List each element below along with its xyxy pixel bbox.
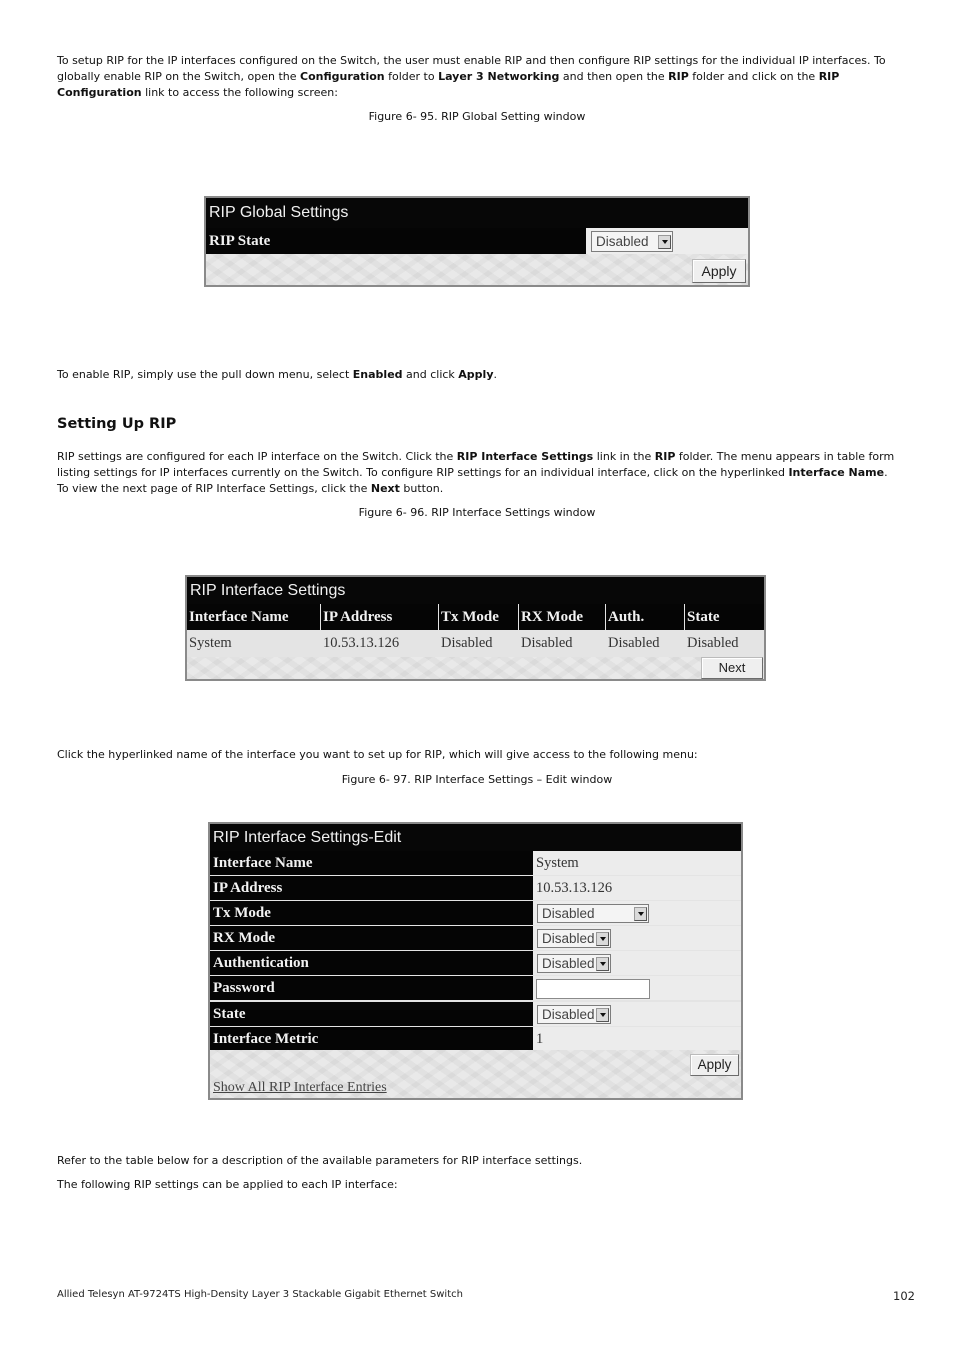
rip-state-select[interactable] <box>591 231 673 252</box>
footer-product-name: Allied Telesyn AT-9724TS High-Density Layer 3 Stackable Gigabit Ethernet Switch <box>57 1289 463 1300</box>
interface-name-value: System <box>533 851 741 875</box>
panel-footer <box>206 254 748 285</box>
state-select[interactable] <box>537 1005 611 1024</box>
chevron-down-icon <box>596 932 609 946</box>
tx-mode-value: Disabled <box>542 906 595 921</box>
following-paragraph: The following RIP settings can be applied to each IP interface: <box>57 1178 398 1191</box>
ip-address-value: 10.53.13.126 <box>533 876 741 900</box>
table-cell-state: Disabled <box>687 635 739 651</box>
authentication-select[interactable] <box>537 954 611 973</box>
column-header-auth: Auth. <box>606 604 685 630</box>
authentication-value: Disabled <box>542 956 595 971</box>
figure-97-caption: Figure 6- 97. RIP Interface Settings – Edit window <box>341 773 613 786</box>
rip-state-label: RIP State <box>206 228 586 254</box>
panel-title: RIP Interface Settings <box>187 577 764 604</box>
rip-interface-edit-panel <box>208 822 743 1100</box>
column-header-interface-name: Interface Name <box>187 604 321 630</box>
rx-mode-value: Disabled <box>542 931 595 946</box>
table-cell-rx-mode: Disabled <box>521 635 573 651</box>
interface-metric-label: Interface Metric <box>210 1027 533 1051</box>
page-number: 102 <box>893 1289 915 1303</box>
rip-global-settings-panel <box>204 196 750 287</box>
state-label: State <box>210 1002 533 1026</box>
click-paragraph: Click the hyperlinked name of the interface you want to set up for RIP, which will give access to the following menu: <box>57 748 698 761</box>
table-cell-tx-mode: Disabled <box>441 635 493 651</box>
authentication-label: Authentication <box>210 951 533 975</box>
column-header-tx-mode: Tx Mode <box>439 604 519 630</box>
panel-title: RIP Global Settings <box>206 198 748 228</box>
interface-name-label: Interface Name <box>210 851 533 875</box>
password-label: Password <box>210 976 533 1000</box>
tx-mode-label: Tx Mode <box>210 901 533 925</box>
table-cell-auth: Disabled <box>608 635 660 651</box>
chevron-down-icon <box>596 1008 609 1022</box>
table-cell-interface-name-link[interactable]: System <box>189 635 232 651</box>
intro-paragraph: To setup RIP for the IP interfaces configured on the Switch, the user must enable RIP and then configure RIP settings for the individual IP interfaces. To globally enable RIP on the Switch, open the Configuration folder to Layer 3 Networking and then open the RIP folder and click on the RIP Configuration link to access the following screen: <box>57 54 886 99</box>
section-heading: Setting Up RIP <box>57 416 177 432</box>
password-input[interactable] <box>536 979 650 999</box>
apply-button[interactable]: Apply <box>690 1054 739 1076</box>
next-button[interactable]: Next <box>701 657 763 679</box>
column-header-ip-address: IP Address <box>321 604 439 630</box>
chevron-down-icon <box>596 957 609 971</box>
rip-interface-settings-panel <box>185 575 766 681</box>
show-all-rip-interface-entries-link[interactable]: Show All RIP Interface Entries <box>213 1080 387 1095</box>
interface-metric-value: 1 <box>533 1027 741 1051</box>
refer-paragraph: Refer to the table below for a description of the available parameters for RIP interface settings. <box>57 1154 583 1167</box>
chevron-down-icon <box>634 907 647 921</box>
panel-title: RIP Interface Settings-Edit <box>210 824 741 851</box>
table-cell-ip-address: 10.53.13.126 <box>323 635 400 651</box>
column-header-rx-mode: RX Mode <box>519 604 606 630</box>
figure-96-caption: Figure 6- 96. RIP Interface Settings window <box>358 506 596 519</box>
chevron-down-icon <box>658 235 671 249</box>
apply-button[interactable]: Apply <box>692 259 746 283</box>
enable-paragraph: To enable RIP, simply use the pull down menu, select Enabled and click Apply. <box>57 368 497 381</box>
state-value: Disabled <box>542 1007 595 1022</box>
rip-state-value: Disabled <box>596 234 649 249</box>
column-header-state: State <box>685 604 764 630</box>
tx-mode-select[interactable] <box>537 904 649 923</box>
figure-95-caption: Figure 6- 95. RIP Global Setting window <box>368 110 586 123</box>
setup-paragraph: RIP settings are configured for each IP interface on the Switch. Click the RIP Interface Settings link in the RIP folder. The menu appears in table form listing settings for IP interfaces currently on the Switch. To configure RIP settings for an individual interface, click on the hyperlinked Interface Name. To view the next page of RIP Interface Settings, click the Next button. <box>57 450 895 495</box>
panel-footer <box>210 1050 741 1098</box>
rx-mode-label: RX Mode <box>210 926 533 950</box>
panel-footer <box>187 657 764 679</box>
ip-address-label: IP Address <box>210 876 533 900</box>
rx-mode-select[interactable] <box>537 929 611 948</box>
